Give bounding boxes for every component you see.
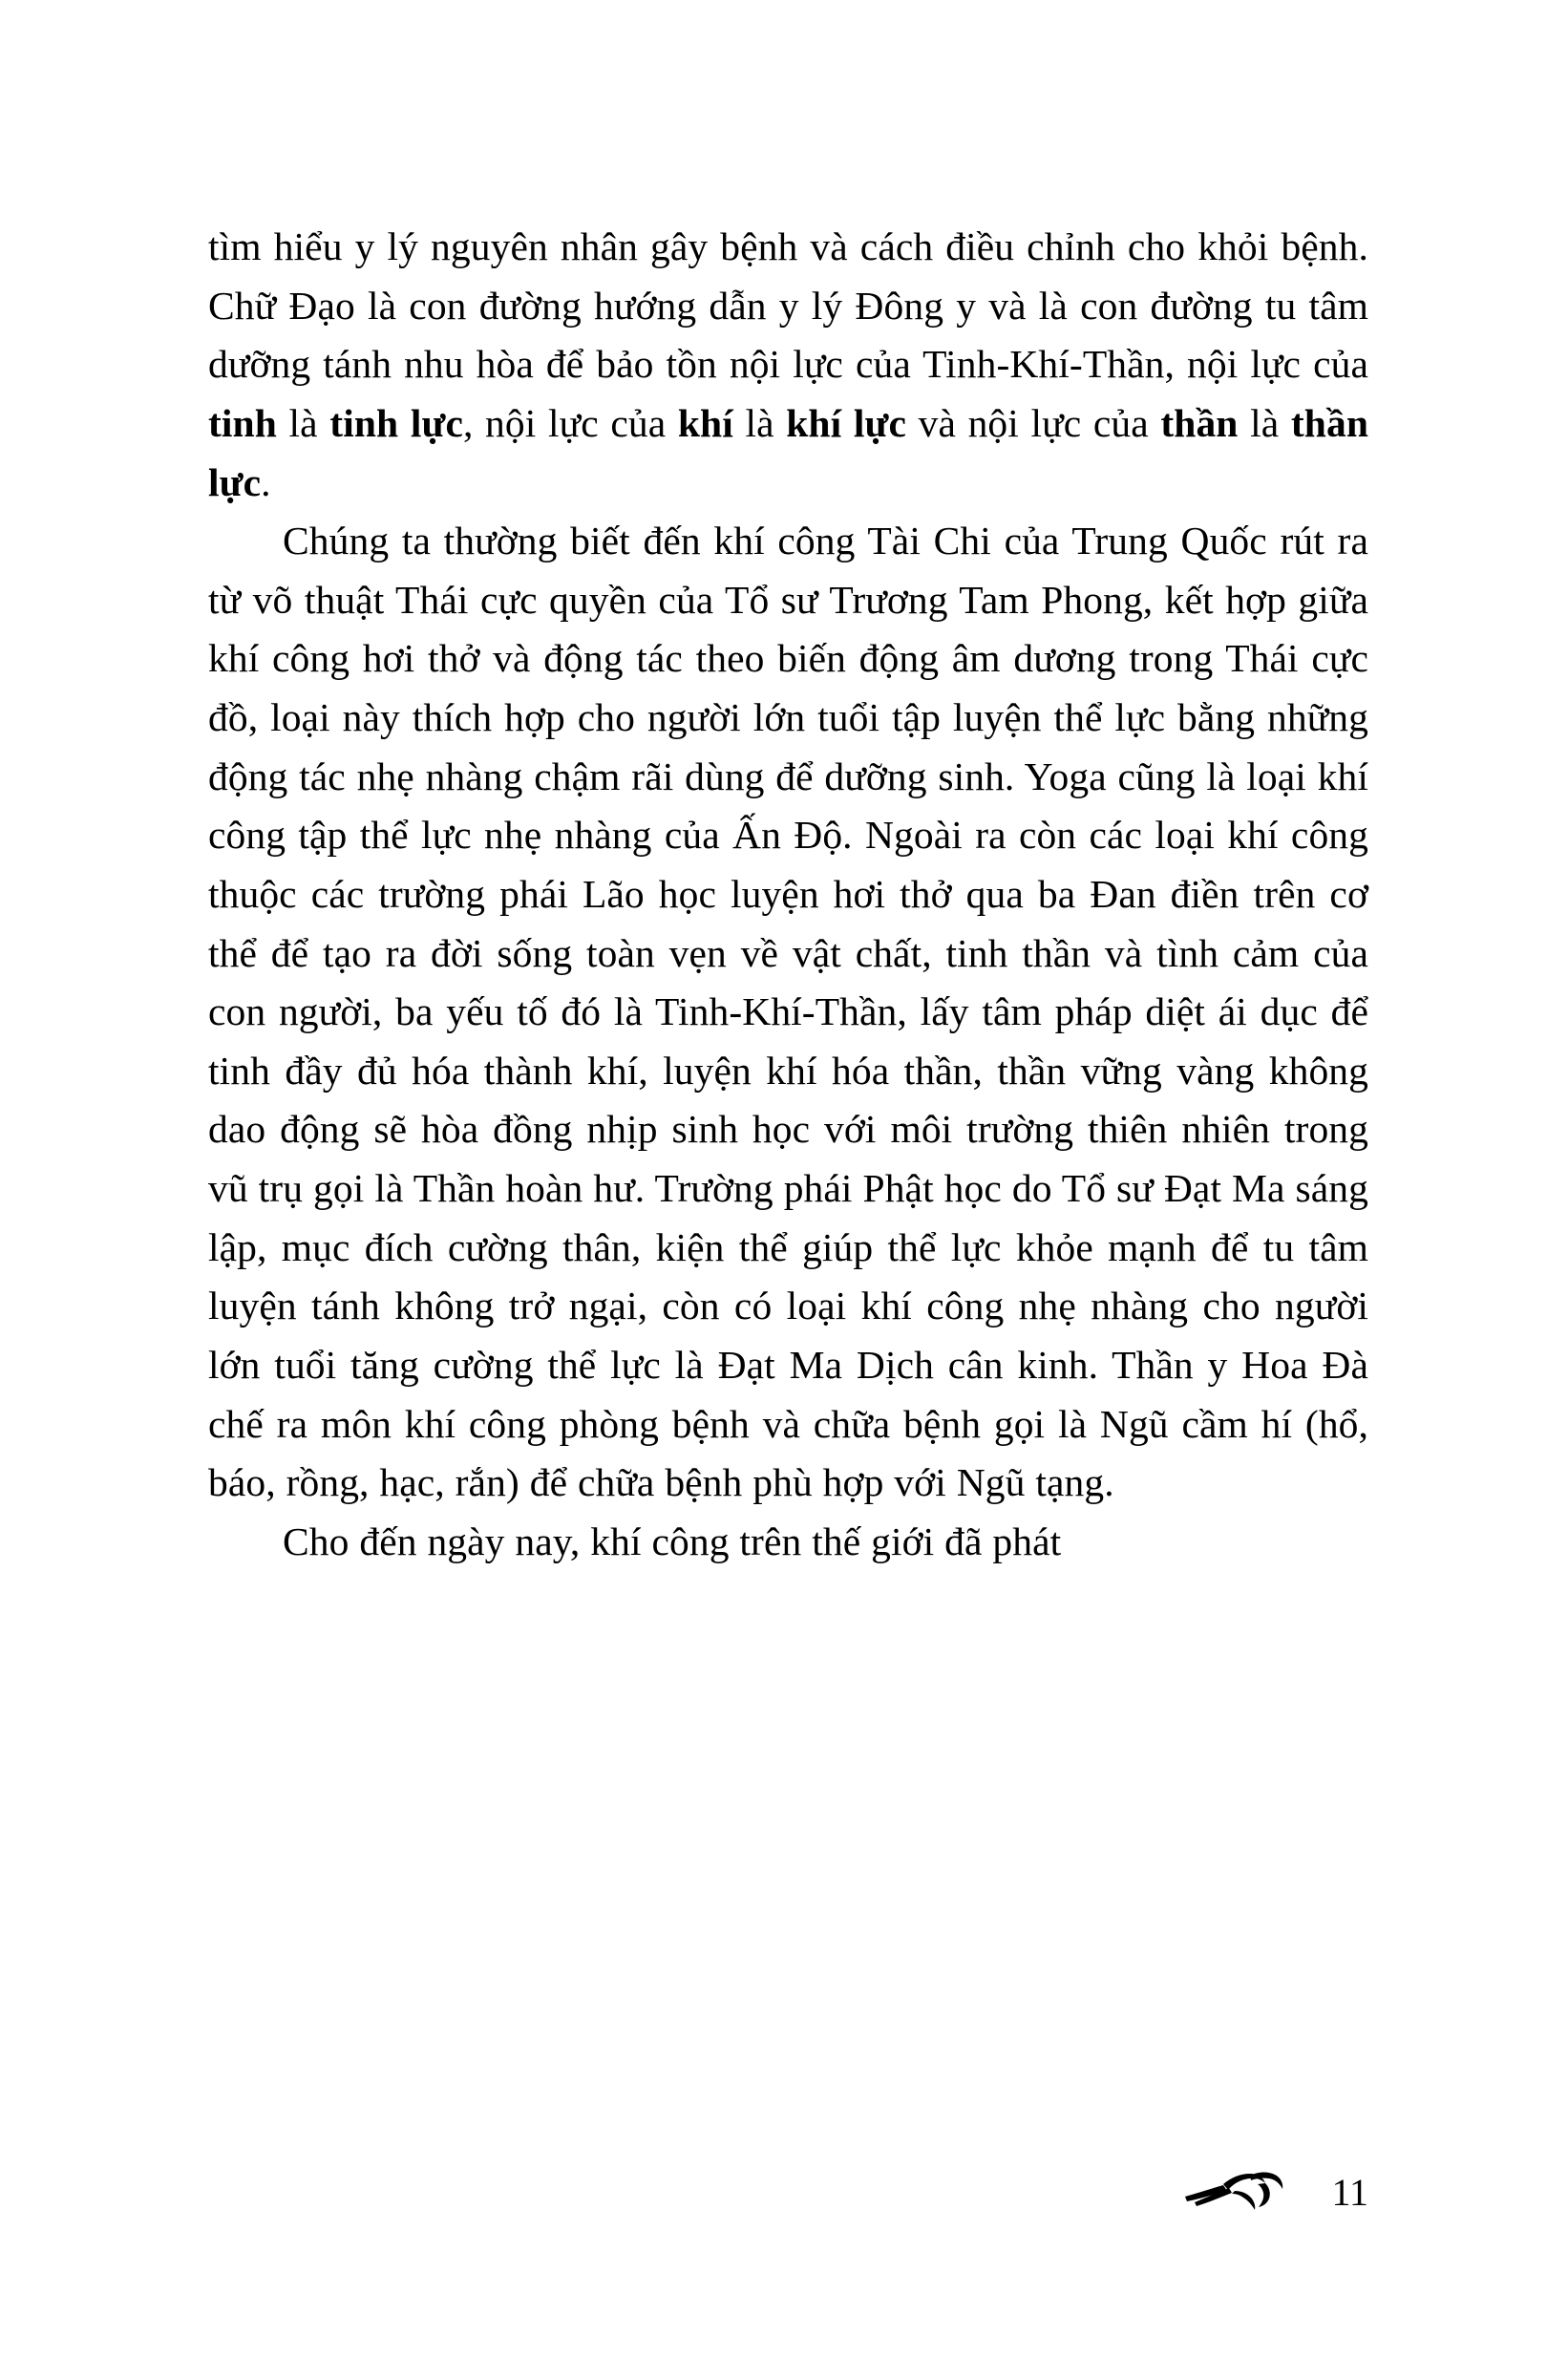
paragraph: Chúng ta thường biết đến khí công Tài Chi của Trung Quốc rút ra từ võ thuật Thái cực quyền của Tổ sư Trương Tam Phong, kết hợp giữa khí công hơi thở và động tác theo biến động âm dương trong Thái cực đồ, loại này thích hợp cho người lớn tuổi tập luyện thể lực bằng những động tác nhẹ nhàng chậm rãi dùng để dưỡng sinh. Yoga cũng là loại khí công tập thể lực nhẹ nhàng của Ấn Độ. Ngoài ra còn các loại khí công thuộc các trường phái Lão học luyện hơi thở qua ba Đan điền trên cơ thể để tạo ra đời sống toàn vẹn về vật chất, tinh thần và tình cảm của con người, ba yếu tố đó là Tinh-Khí-Thần, lấy tâm pháp diệt ái dục để tinh đầy đủ hóa thành khí, luyện khí hóa thần, thần vững vàng không dao động sẽ hòa đồng nhịp sinh học với môi trường thiên nhiên trong vũ trụ gọi là Thần hoàn hư. Trường phái Phật học do Tổ sư Đạt Ma sáng lập, mục đích cường thân, kiện thể giúp thể lực khỏe mạnh để tu tâm luyện tánh không trở ngại, còn có loại khí công nhẹ nhàng cho người lớn tuổi tăng cường thể lực là Đạt Ma Dịch cân kinh. Thần y Hoa Đà chế ra môn khí công phòng bệnh và chữa bệnh gọi là Ngũ cầm hí (hổ, báo, rồng, hạc, rắn) để chữa bệnh phù hợp với Ngũ tạng. [208, 519, 1368, 1505]
emphasis-text: thần lực [208, 400, 1369, 504]
page-number: 11 [1331, 2171, 1368, 2214]
body-text [208, 218, 1368, 1571]
page-footer [208, 2166, 1368, 2233]
emphasis-text: thần [1160, 400, 1239, 445]
paragraph: tìm hiểu y lý nguyên nhân gây bệnh và cách điều chỉnh cho khỏi bệnh. Chữ Đạo là con đường hướng dẫn y lý Đông y và là con đường tu tâm dưỡng tánh nhu hòa để bảo tồn nội lực của Tinh-Khí-Thần, nội lực của tinh là tinh lực, nội lực của khí là khí lực và nội lực của thần là thần lực. [208, 224, 1369, 504]
emphasis-text: khí lực [786, 400, 906, 445]
paragraph: Cho đến ngày nay, khí công trên thế giới đã phát [283, 1519, 1062, 1563]
emphasis-text: khí [677, 400, 733, 445]
emphasis-text: tinh lực [329, 400, 463, 445]
emphasis-text: tinh [208, 400, 277, 445]
flourish-ornament-icon [1181, 2168, 1286, 2212]
